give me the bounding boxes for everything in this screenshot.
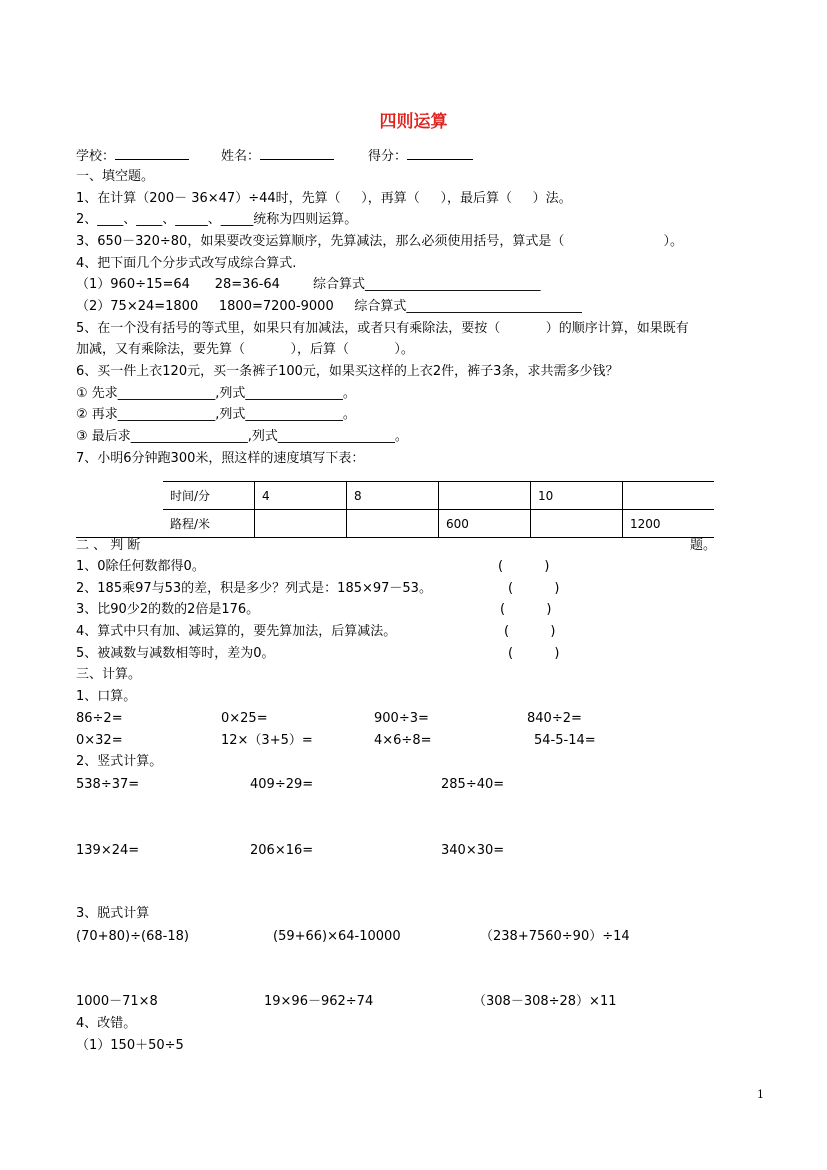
question-7: 7、小明6分钟跑300米，照这样的速度填写下表： [76, 451, 365, 466]
vertical-problem: 340×30= [441, 843, 505, 858]
question-4: 4、把下面几个分步式改写成综合算式. [76, 256, 297, 271]
table-bottom-rule [76, 537, 676, 538]
table-cell: 10 [531, 482, 623, 510]
oral-problem: 12×（3+5）= [221, 733, 313, 748]
question-6: 6、买一件上衣120元，买一条裤子100元，如果买这样的上衣2件，裤子3条，求共需多少钱？ [76, 364, 619, 379]
school-label: 学校： [76, 147, 189, 165]
step-heading: 3、脱式计算 [76, 906, 150, 921]
judge-answer-4: ( ) [504, 624, 556, 639]
score-label: 得分： [368, 147, 473, 165]
step-problem: (59+66)×64-10000 [273, 929, 401, 944]
name-label: 姓名： [221, 147, 334, 165]
table-cell [531, 510, 623, 538]
oral-heading: 1、口算。 [76, 689, 137, 704]
vertical-problem: 538÷37= [76, 777, 140, 792]
oral-problem: 840÷2= [527, 711, 582, 726]
judge-item-4: 4、算式中只有加、减运算的，要先算加法，后算减法。 [76, 624, 397, 639]
oral-problem: 0×32= [76, 733, 123, 748]
vertical-heading: 2、竖式计算。 [76, 754, 163, 769]
oral-problem: 4×6÷8= [374, 733, 432, 748]
question-6-step-2: ② 再求_______________,列式_______________。 [76, 407, 356, 422]
question-5-line-2: 加减，又有乘除法，要先算（ ），后算（ ）。 [76, 342, 414, 357]
question-4-part-2: （2）75×24=1800 1800=7200-9000 综合算式___________________________ [76, 299, 582, 314]
section-3-heading: 三、计算。 [76, 667, 142, 682]
step-problem: 1000－71×8 [76, 994, 158, 1009]
table-row [163, 482, 714, 510]
table-cell: 600 [439, 510, 531, 538]
table-cell: 时间/分 [163, 482, 255, 510]
speed-table [163, 481, 714, 538]
judge-item-2: 2、185乘97与53的差，积是多少？列式是：185×97－53。 [76, 581, 432, 596]
fix-problem: （1）150＋50÷5 [76, 1038, 184, 1053]
table-cell: 4 [255, 482, 347, 510]
fix-heading: 4、改错。 [76, 1016, 137, 1031]
question-1: 1、在计算（200－ 36×47）÷44时，先算（ ），再算（ ），最后算（ ）法。 [76, 191, 572, 206]
vertical-problem: 139×24= [76, 843, 140, 858]
question-2: 2、____、____、_____、_____统称为四则运算。 [76, 212, 358, 227]
judge-answer-1: ( ) [498, 559, 550, 574]
table-row [163, 510, 714, 538]
oral-problem: 0×25= [221, 711, 268, 726]
page-title: 四则运算 [379, 112, 448, 132]
vertical-problem: 206×16= [250, 843, 314, 858]
vertical-problem: 285÷40= [441, 777, 505, 792]
table-cell [347, 510, 439, 538]
table-cell: 8 [347, 482, 439, 510]
table-cell: 路程/米 [163, 510, 255, 538]
table-cell [255, 510, 347, 538]
table-cell [623, 482, 715, 510]
judge-item-3: 3、比90少2的数的2倍是176。 [76, 602, 260, 617]
judge-answer-5: ( ) [508, 646, 560, 661]
table-cell [439, 482, 531, 510]
judge-item-5: 5、被减数与减数相等时，差为0。 [76, 646, 275, 661]
table-cell: 1200 [623, 510, 715, 538]
step-problem: （238+7560÷90）÷14 [480, 929, 630, 944]
section-2-heading-tail: 题。 [690, 538, 717, 553]
question-6-step-3: ③ 最后求__________________,列式__________________。 [76, 429, 408, 444]
question-5-line-1: 5、在一个没有括号的等式里，如果只有加减法，或者只有乘除法，要按（ ）的顺序计算，如果既有 [76, 321, 689, 336]
section-1-heading: 一、填空题。 [76, 169, 155, 184]
section-2-heading: 二 、 判 断 [76, 538, 141, 553]
question-4-part-1: （1）960÷15=64 28=36-64 综合算式___________________________ [76, 277, 541, 292]
judge-answer-3: ( ) [500, 602, 552, 617]
oral-problem: 54-5-14= [534, 733, 596, 748]
question-6-step-1: ① 先求_______________,列式_______________。 [76, 386, 356, 401]
oral-problem: 900÷3= [374, 711, 429, 726]
judge-item-1: 1、0除任何数都得0。 [76, 559, 205, 574]
step-problem: 19×96－962÷74 [264, 994, 374, 1009]
step-problem: (70+80)÷(68-18) [76, 929, 189, 944]
step-problem: （308－308÷28）×11 [473, 994, 617, 1009]
question-3: 3、650－320÷80，如果要改变运算顺序，先算减法，那么必须使用括号，算式是（ ）。 [76, 234, 684, 249]
oral-problem: 86÷2= [76, 711, 123, 726]
page-number: 1 [757, 1088, 764, 1101]
judge-answer-2: ( ) [508, 581, 560, 596]
vertical-problem: 409÷29= [250, 777, 314, 792]
